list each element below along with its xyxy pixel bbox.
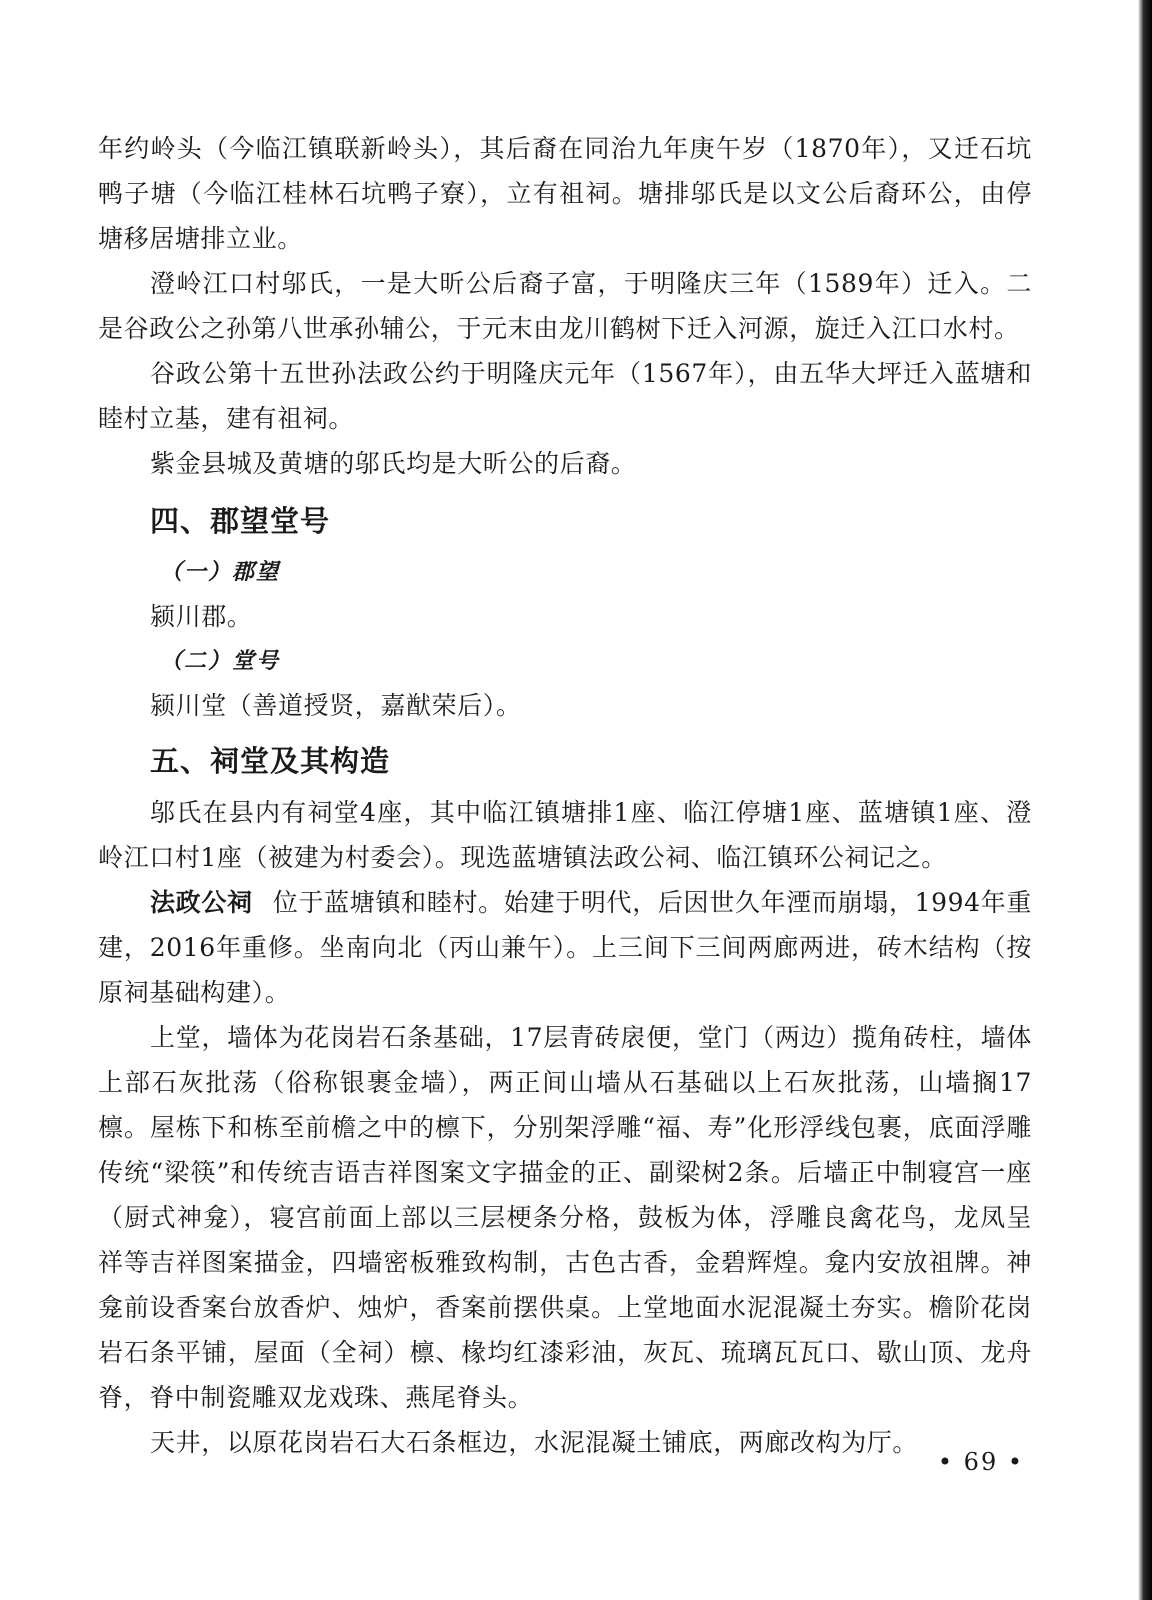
junwang-text: 颍川郡。	[150, 602, 253, 631]
paragraph-guzheng: 谷政公第十五世孙法政公约于明隆庆元年（1567年），由五华大坪迁入蓝塘和睦村立基，建有祖祠。	[98, 359, 1032, 433]
paragraph-chengling: 澄岭江口村邬氏，一是大昕公后裔子富，于明隆庆三年（1589年）迁入。二是谷政公之孙第八世承孙辅公，于元末由龙川鹤树下迁入河源，旋迁入江口水村。	[98, 269, 1032, 343]
subheading-tanghao: （二）堂号	[160, 648, 281, 674]
fazheng-lead: 法政公祠	[150, 888, 253, 917]
paragraph-fazheng	[98, 880, 1032, 1015]
fazheng-text: 位于蓝塘镇和睦村。始建于明代，后因世久年湮而崩塌，1994年重建，2016年重修。坐南向北（丙山兼午）。上三间下三间两廊两进，砖木结构（按原祠基础构建）。	[98, 888, 1032, 1007]
tanghao-text: 颍川堂（善道授贤，嘉猷荣后）。	[150, 691, 522, 720]
section-heading-citang: 五、祠堂及其构造	[150, 744, 391, 778]
citang-intro: 邬氏在县内有祠堂4座，其中临江镇塘排1座、临江停塘1座、蓝塘镇1座、澄岭江口村1座（被建为村委会）。现选蓝塘镇法政公祠、临江镇环公祠记之。	[98, 798, 1032, 872]
paragraph-shangtang: 上堂，墙体为花岗岩石条基础，17层青砖扆便，堂门（两边）揽角砖柱，墙体上部石灰批荡（俗称银裹金墙），两正间山墙从石基础以上石灰批荡，山墙搁17檩。屋栋下和栋至前檐之中的檩下，分别架浮雕“福、寿”化形浮线包裹，底面浮雕传统“梁筷”和传统吉语吉祥图案文字描金的正、副梁树2条。后墙正中制寝宫一座（厨式神龛），寝宫前面上部以三层梗条分格，鼓板为体，浮雕良禽花鸟，龙凤呈祥等吉祥图案描金，四墙密板雅致构制，古色古香，金碧辉煌。龛内安放祖牌。神龛前设香案台放香炉、烛炉，香案前摆供桌。上堂地面水泥混凝土夯实。檐阶花岗岩石条平铺，屋面（全祠）檩、椽均红漆彩油，灰瓦、琉璃瓦瓦口、歇山顶、龙舟脊，脊中制瓷雕双龙戏珠、燕尾脊头。	[98, 1023, 1032, 1412]
document-page	[98, 126, 1032, 1465]
paragraph-continued: 年约岭头（今临江镇联新岭头），其后裔在同治九年庚午岁（1870年），又迁石坑鸭子塘（今临江桂林石坑鸭子寮），立有祖祠。塘排邬氏是以文公后裔环公，由停塘移居塘排立业。	[98, 134, 1032, 253]
section-heading-junwang: 四、郡望堂号	[150, 504, 331, 538]
paragraph-tianjing: 天井，以原花岗岩石大石条框边，水泥混凝土铺底，两廊改构为厅。	[150, 1428, 919, 1457]
page-edge-shadow	[1138, 0, 1152, 1600]
paragraph-zijin: 紫金县城及黄塘的邬氏均是大昕公的后裔。	[150, 449, 637, 478]
subheading-junwang: （一）郡望	[160, 559, 281, 585]
page-number: • 69 •	[937, 1448, 1024, 1476]
